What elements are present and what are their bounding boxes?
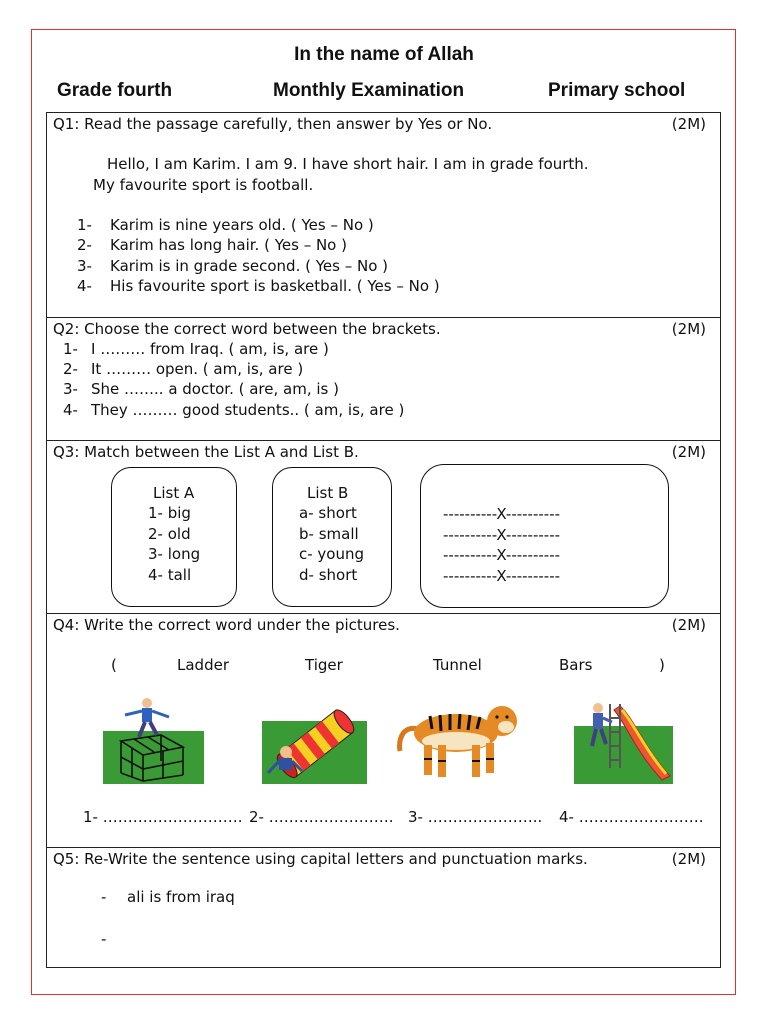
q1-item: His favourite sport is basketball. ( Yes – No ) xyxy=(110,277,440,295)
list-b-item: c- young xyxy=(299,545,365,563)
list-a-item: 4- tall xyxy=(148,566,192,584)
picture-2-blank[interactable]: 2- ……………………. xyxy=(249,808,394,826)
list-b-item: b- small xyxy=(299,525,359,543)
q4-marks: (2M) xyxy=(671,616,706,634)
q1-item-num: 2- xyxy=(77,236,92,254)
slide-picture xyxy=(574,698,673,784)
q2-section xyxy=(46,317,721,441)
tiger-picture xyxy=(394,689,525,786)
list-b-box xyxy=(272,467,392,607)
list-b-item: a- short xyxy=(299,504,357,522)
q1-item-num: 4- xyxy=(77,277,92,295)
q1-item-num: 3- xyxy=(77,257,92,275)
answer-line: ----------X---------- xyxy=(443,567,561,585)
word-bank-word: Bars xyxy=(559,656,593,674)
q5-question: Q5: Re-Write the sentence using capital letters and punctuation marks. xyxy=(53,850,588,868)
list-a-item: 3- long xyxy=(148,545,201,563)
list-b-item: d- short xyxy=(299,566,358,584)
q3-section xyxy=(46,440,721,614)
word-bank-open-bracket: ( xyxy=(111,656,117,674)
q1-marks: (2M) xyxy=(671,115,706,133)
tunnel-picture xyxy=(262,695,367,784)
picture-3-blank[interactable]: 3- ………………….. xyxy=(408,808,543,826)
q4-question: Q4: Write the correct word under the pictures. xyxy=(53,616,400,634)
q1-passage-line2: My favourite sport is football. xyxy=(93,176,314,194)
q2-item: I ……… from Iraq. ( am, is, are ) xyxy=(91,340,329,358)
answer-line: ----------X---------- xyxy=(443,546,561,564)
list-b-title: List B xyxy=(307,484,349,502)
answer-line: ----------X---------- xyxy=(443,526,561,544)
q2-question: Q2: Choose the correct word between the brackets. xyxy=(53,320,441,338)
q2-item-num: 3- xyxy=(63,380,78,398)
exam-label: Monthly Examination xyxy=(273,80,465,101)
word-bank-word: Tunnel xyxy=(433,656,482,674)
word-bank-close-bracket: ) xyxy=(659,656,665,674)
grade-label: Grade fourth xyxy=(57,80,173,101)
q1-item: Karim is in grade second. ( Yes – No ) xyxy=(110,257,388,275)
q1-item: Karim has long hair. ( Yes – No ) xyxy=(110,236,347,254)
q5-section xyxy=(46,847,721,968)
list-a-title: List A xyxy=(153,484,195,502)
q1-item-num: 1- xyxy=(77,216,92,234)
list-a-item: 1- big xyxy=(148,504,191,522)
q2-item-num: 4- xyxy=(63,401,78,419)
word-bank-word: Tiger xyxy=(305,656,343,674)
q2-item: It ……… open. ( am, is, are ) xyxy=(91,360,304,378)
picture-4-blank[interactable]: 4- ……………………. xyxy=(559,808,704,826)
q2-item-num: 2- xyxy=(63,360,78,378)
q5-answer-bullet[interactable]: - xyxy=(101,930,107,948)
word-bank-word: Ladder xyxy=(177,656,229,674)
q5-bullet: - xyxy=(101,888,107,906)
answer-line: ----------X---------- xyxy=(443,505,561,523)
q5-sentence: ali is from iraq xyxy=(127,888,235,906)
answer-box xyxy=(420,464,669,608)
q2-item: She …….. a doctor. ( are, am, is ) xyxy=(91,380,339,398)
q2-marks: (2M) xyxy=(671,320,706,338)
q5-marks: (2M) xyxy=(671,850,706,868)
q4-section xyxy=(46,613,721,848)
q1-section xyxy=(46,112,721,318)
page-title: In the name of Allah xyxy=(294,44,474,65)
school-label: Primary school xyxy=(548,80,686,101)
q2-item-num: 1- xyxy=(63,340,78,358)
list-a-box xyxy=(111,467,237,607)
q3-marks: (2M) xyxy=(671,443,706,461)
list-a-item: 2- old xyxy=(148,525,191,543)
monkey-bars-picture xyxy=(103,695,204,784)
q1-item: Karim is nine years old. ( Yes – No ) xyxy=(110,216,374,234)
q2-item: They ……… good students.. ( am, is, are ) xyxy=(91,401,405,419)
q1-question: Q1: Read the passage carefully, then answer by Yes or No. xyxy=(53,115,493,133)
picture-1-blank[interactable]: 1- ………………………. xyxy=(83,808,243,826)
q3-question: Q3: Match between the List A and List B. xyxy=(53,443,359,461)
q1-passage-line1: Hello, I am Karim. I am 9. I have short hair. I am in grade fourth. xyxy=(107,155,589,173)
